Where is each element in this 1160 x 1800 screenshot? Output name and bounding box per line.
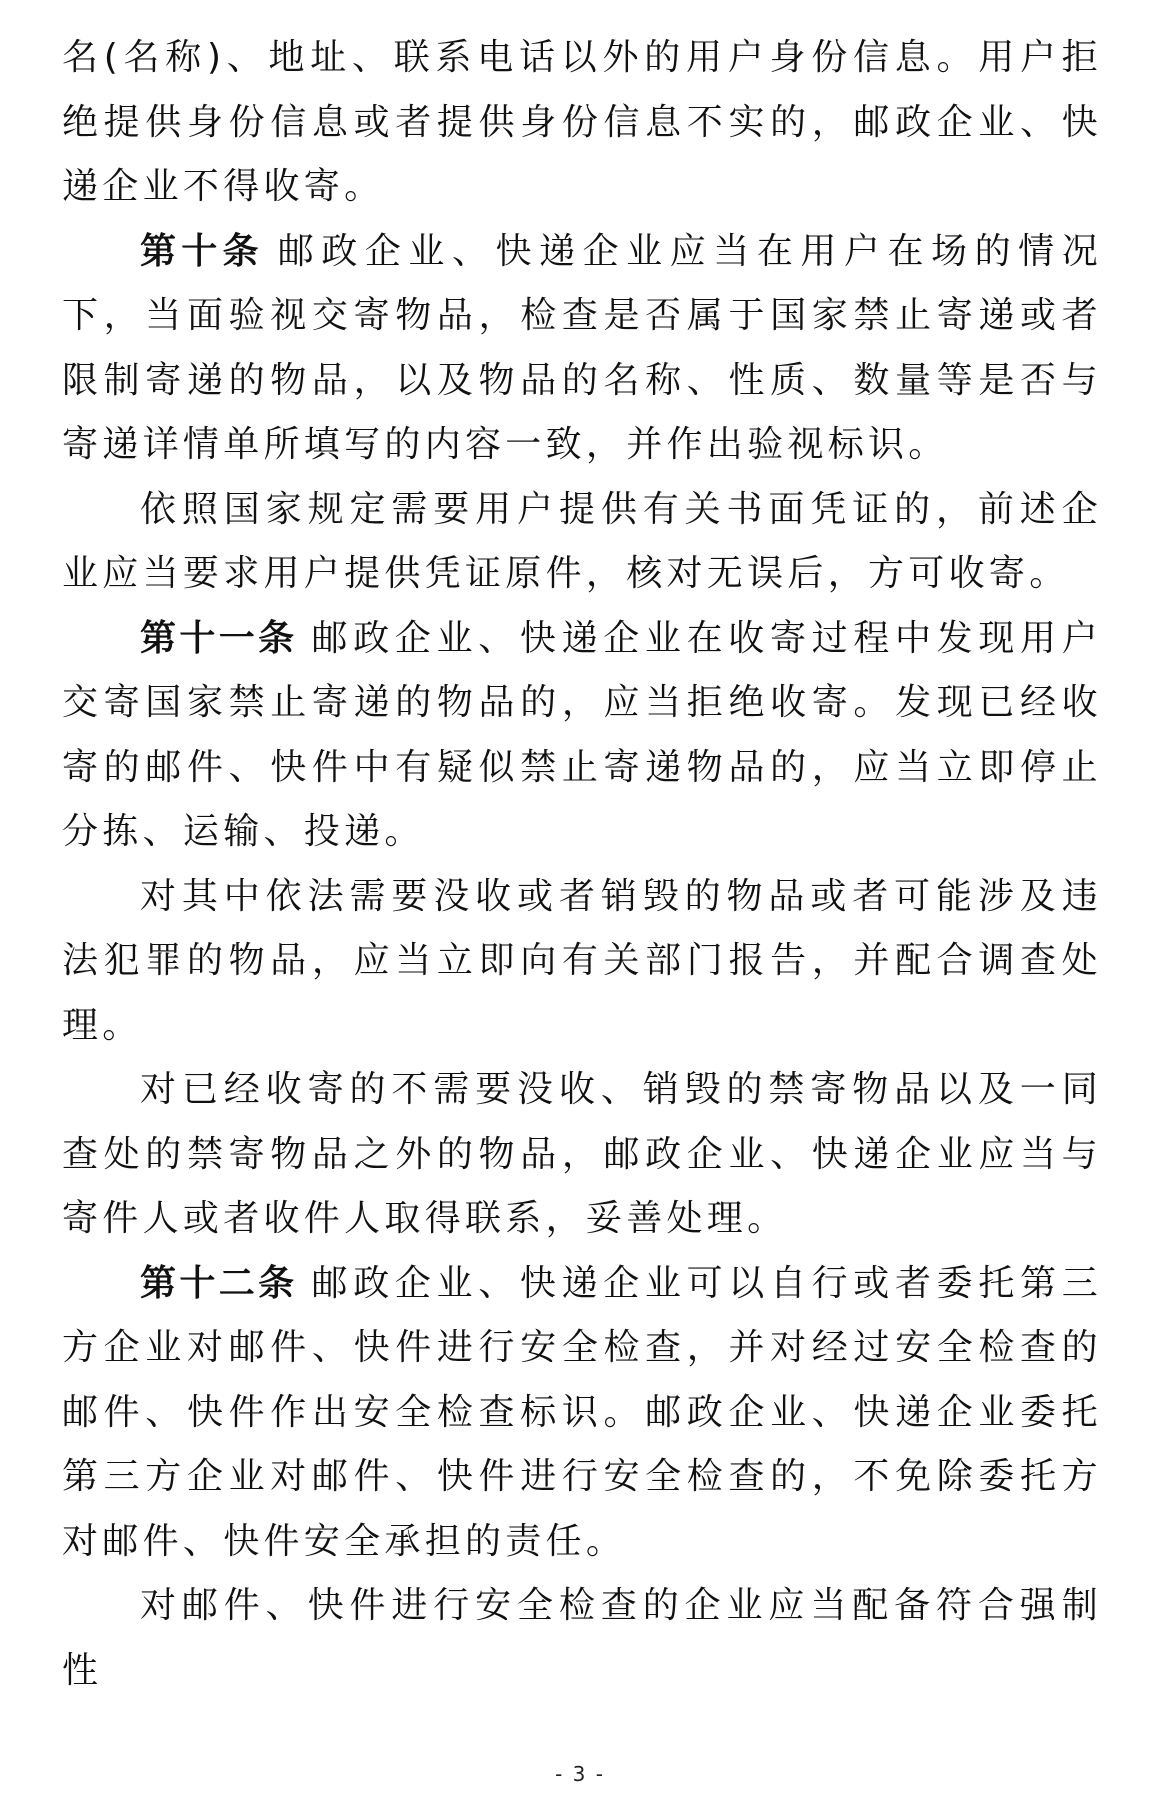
article-11-clause-2 xyxy=(62,865,1102,1059)
article-10-clause-2 xyxy=(62,478,1102,607)
article-12-paragraph xyxy=(62,1252,1102,1575)
paragraph-text: 依照国家规定需要用户提供有关书面凭证的，前述企业应当要求用户提供凭证原件，核对无误后，方可收寄。 xyxy=(62,488,1102,594)
paragraph-text: 对邮件、快件进行安全检查的企业应当配备符合强制性 xyxy=(62,1585,1102,1691)
article-11-clause-3 xyxy=(62,1058,1102,1252)
document-page xyxy=(62,26,1102,1703)
paragraph-1 xyxy=(62,26,1102,220)
paragraph-text: 对其中依法需要没收或者销毁的物品或者可能涉及违法犯罪的物品，应当立即向有关部门报告，并配合调查处理。 xyxy=(62,875,1102,1046)
article-10-paragraph xyxy=(62,220,1102,478)
paragraph-text: 邮政企业、快递企业在收寄过程中发现用户交寄国家禁止寄递的物品的，应当拒绝收寄。发现已经收寄的邮件、快件中有疑似禁止寄递物品的，应当立即停止分拣、运输、投递。 xyxy=(62,617,1102,852)
page-number: - 3 - xyxy=(555,1762,605,1786)
article-11-paragraph xyxy=(62,607,1102,865)
paragraph-text: 邮政企业、快递企业应当在用户在场的情况下，当面验视交寄物品，检查是否属于国家禁止寄递或者限制寄递的物品，以及物品的名称、性质、数量等是否与寄递详情单所填写的内容一致，并作出验视标识。 xyxy=(62,230,1102,465)
paragraph-text: 名(名称)、地址、联系电话以外的用户身份信息。用户拒绝提供身份信息或者提供身份信息不实的，邮政企业、快递企业不得收寄。 xyxy=(62,37,1102,207)
article-heading: 第十条 xyxy=(140,230,264,272)
paragraph-text: 邮政企业、快递企业可以自行或者委托第三方企业对邮件、快件进行安全检查，并对经过安全检查的邮件、快件作出安全检查标识。邮政企业、快递企业委托第三方企业对邮件、快件进行安全检查的，不免除委托方对邮件、快件安全承担的责任。 xyxy=(62,1262,1102,1562)
article-heading: 第十二条 xyxy=(140,1262,298,1304)
article-12-clause-2 xyxy=(62,1574,1102,1703)
paragraph-text: 对已经收寄的不需要没收、销毁的禁寄物品以及一同查处的禁寄物品之外的物品，邮政企业、快递企业应当与寄件人或者收件人取得联系，妥善处理。 xyxy=(62,1069,1102,1239)
article-heading: 第十一条 xyxy=(140,617,298,659)
